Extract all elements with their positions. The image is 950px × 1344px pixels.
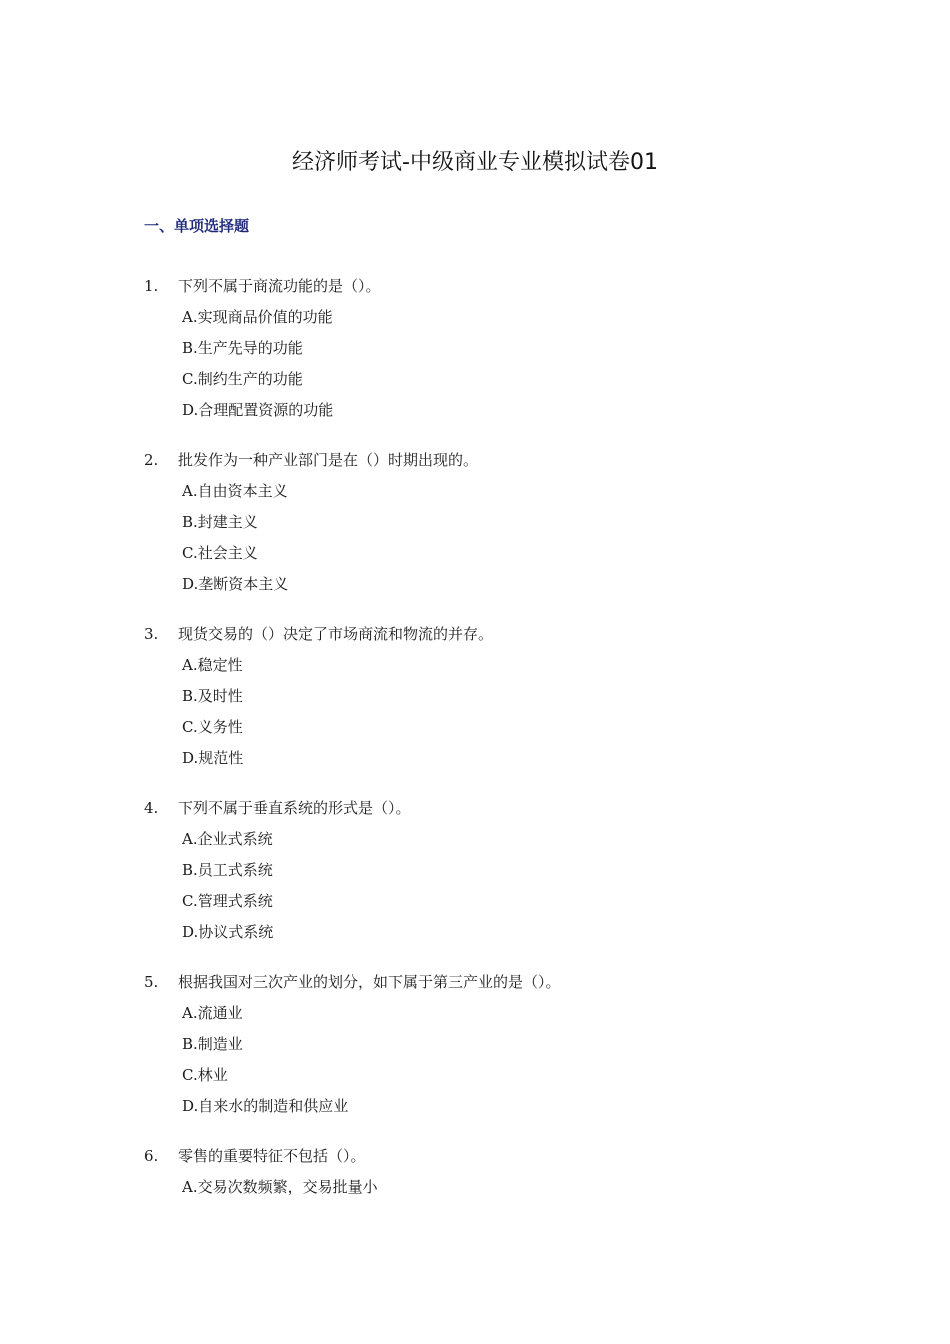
option-b: B.员工式系统 — [182, 861, 273, 879]
question-line — [144, 270, 844, 301]
question-text: 下列不属于垂直系统的形式是（）。 — [178, 799, 411, 817]
option-a: A.交易次数频繁，交易批量小 — [182, 1178, 378, 1196]
option-a: A.企业式系统 — [182, 830, 273, 848]
question-item-3 — [144, 618, 844, 773]
question-line — [144, 792, 844, 823]
section-heading: 一、单项选择题 — [144, 217, 250, 235]
question-number: 4. — [144, 798, 159, 817]
question-item-1 — [144, 270, 844, 425]
question-number: 1. — [144, 276, 159, 295]
option-c: C.制约生产的功能 — [182, 370, 303, 388]
option-b: B.封建主义 — [182, 513, 258, 531]
option-a: A.流通业 — [182, 1004, 243, 1022]
question-line — [144, 1140, 844, 1171]
option-b: B.制造业 — [182, 1035, 243, 1053]
question-item-6 — [144, 1140, 844, 1202]
option-a: A.稳定性 — [182, 656, 243, 674]
question-item-2 — [144, 444, 844, 599]
question-number: 3. — [144, 624, 159, 643]
question-text: 下列不属于商流功能的是（）。 — [178, 277, 381, 295]
document-title: 经济师考试-中级商业专业模拟试卷01 — [292, 150, 658, 175]
option-d: D.协议式系统 — [182, 923, 274, 941]
option-c: C.义务性 — [182, 718, 243, 736]
option-d: D.合理配置资源的功能 — [182, 401, 334, 419]
option-a: A.实现商品价值的功能 — [182, 308, 333, 326]
option-d: D.自来水的制造和供应业 — [182, 1097, 349, 1115]
option-b: B.生产先导的功能 — [182, 339, 303, 357]
question-text: 现货交易的（）决定了市场商流和物流的并存。 — [178, 625, 494, 643]
question-number: 2. — [144, 450, 159, 469]
question-line — [144, 618, 844, 649]
question-line — [144, 966, 844, 997]
question-item-5 — [144, 966, 844, 1121]
question-line — [144, 444, 844, 475]
question-number: 5. — [144, 972, 159, 991]
question-text: 批发作为一种产业部门是在（）时期出现的。 — [178, 451, 479, 469]
option-c: C.社会主义 — [182, 544, 258, 562]
question-text: 零售的重要特征不包括（）。 — [178, 1147, 366, 1165]
option-d: D.规范性 — [182, 749, 244, 767]
question-number: 6. — [144, 1146, 159, 1165]
option-d: D.垄断资本主义 — [182, 575, 289, 593]
option-c: C.管理式系统 — [182, 892, 273, 910]
option-b: B.及时性 — [182, 687, 243, 705]
option-a: A.自由资本主义 — [182, 482, 288, 500]
question-item-4 — [144, 792, 844, 947]
question-text: 根据我国对三次产业的划分，如下属于第三产业的是（）。 — [178, 973, 561, 991]
option-c: C.林业 — [182, 1066, 228, 1084]
